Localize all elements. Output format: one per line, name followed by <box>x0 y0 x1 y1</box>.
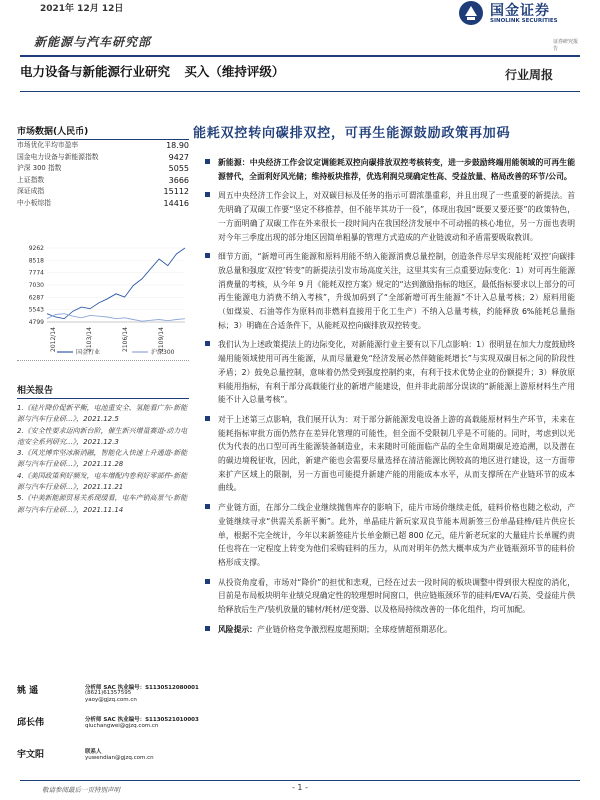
rating: 买入（维持评级） <box>184 64 285 79</box>
market-row <box>17 163 189 175</box>
paragraph-text: 周五中央经济工作会议上，对双碳目标及任务的指示可谓浓墨重彩，并且出现了一些重要的新提法。首先明确了双碳工作要“坚定不移推荐，但不能毕其功于一役”，体现出我国“既要又要还要”的政策特色，一方面明确了双碳工作在外来很长一段时间内在我国经济发展中不可动摇的核心地位，另一方面也表明对今年三季度出现的部分地区因简单粗暴的管理方式造成的产业链波动和矛盾需要吸取教训。 <box>218 191 575 242</box>
paragraph-text: 细节方面，“新增可再生能源和原料用能不纳入能源消费总量控制，创造条件尽早实现能耗‘双控’向碳排放总量和强度‘双控’转变”的新提法引发市场高度关注，这里其实有三点重要边际变化：1）对可再生能源消费量的考核，从今年 9 月《能耗双控方案》规定的“达到激励指标的地区，最低指标要求以上部分的可再生能源电力消费不纳入考核”，升级加码到了“全部新增可再生能源”不计入总量考核；2）原料用能（如煤炭、石油等作为原料而非燃料直接用于化工生产）不纳入总量考核，约能释放 6%能耗总量指标；3）明确在合适条件下，从能耗双控向碳排放双控转变。 <box>218 252 576 330</box>
market-data-panel <box>17 124 189 209</box>
related-heading: 相关报告 <box>17 383 189 399</box>
market-row <box>17 152 189 164</box>
market-row <box>17 175 189 187</box>
legend-label: 国金行业 <box>76 349 101 356</box>
page-number: - 1 - <box>292 783 308 792</box>
series-line-1 <box>47 314 185 322</box>
market-value: 15112 <box>163 187 189 196</box>
analyst-name: 邱长伟 <box>17 718 45 728</box>
related-report-item: 5.《中美新能源贸易关系现缓看，电车产销高景气-新能源与汽车行业研...》，2021.11.14 <box>17 494 188 514</box>
paragraph-text: 对于上述第三点影响，我们展开认为：对于部分新能源发电设备上游的高载能原材料生产环节，未来在能耗指标审批方面仍然存在差异化管理的可能性，但全面不受限制几乎是不可能的。同时，考虑到以光伏为代表的出口型可再生能源装备制造业，未来随时可能面临产品的全生命周期碳足迹追溯，以及潜在的碳边境税征收，因此，新建产能也会需要尽量选择在清洁能源比例较高的地区进行建设，这一方面带来扩产区域上的限制，另一方面也可能提升新建产能的用能成本水平，从而支撑所在产业链环节的成本曲线。 <box>218 414 575 493</box>
logo-en-text: SINOLINK SECURITIES <box>490 18 558 24</box>
analyst-name: 姚 遥 <box>17 686 39 696</box>
bullet-icon <box>205 192 210 197</box>
header-divider <box>20 55 580 57</box>
series-line-0 <box>47 248 185 319</box>
market-value: 5055 <box>168 164 189 173</box>
y-tick-label: 7774 <box>28 269 44 277</box>
paragraph <box>205 413 575 495</box>
market-row <box>17 140 189 152</box>
report-title: 能耗双控转向碳排双控，可再生能源鼓励政策再加码 <box>193 126 511 141</box>
paragraph <box>205 250 575 332</box>
related-report-item: 3.《风光博弈坚冰渐消融，智能化入快速上升通道-新能源与汽车行业研...》，2021.11.28 <box>17 449 188 469</box>
y-tick-label: 7030 <box>28 282 44 289</box>
related-reports <box>17 383 189 516</box>
paragraph <box>205 576 575 617</box>
related-report-item: 2.《安全性要求迈向新台阶，催生新兴增量赛道-动力电池安全系列研究...》，2021.12.3 <box>17 426 188 446</box>
analyst-row <box>17 715 227 733</box>
index-chart <box>17 240 189 360</box>
analyst-email: qiuchangwei@gjzq.com.cn <box>85 723 159 729</box>
market-label: 沪深 300 指数 <box>17 164 62 172</box>
market-value: 3666 <box>168 175 189 185</box>
analyst-name: 宇文阳 <box>17 750 45 760</box>
report-body <box>205 156 575 643</box>
market-label: 中小板综指 <box>17 198 51 207</box>
related-list <box>17 403 189 516</box>
market-data-rows <box>17 140 189 209</box>
market-value: 14416 <box>163 198 189 208</box>
paragraph-lead: 风险提示： <box>218 624 257 634</box>
paragraph <box>205 189 575 244</box>
market-row <box>17 186 189 198</box>
market-label: 深证成指 <box>17 187 45 195</box>
department-name: 新能源与汽车研究部 <box>34 35 152 49</box>
market-data-heading: 市场数据(人民币) <box>17 124 189 140</box>
analyst-email: yaoy@gjzq.com.cn <box>85 697 137 703</box>
bullet-icon <box>205 159 210 164</box>
paragraph <box>205 338 575 407</box>
company-logo <box>458 0 579 52</box>
analyst-row <box>17 747 227 765</box>
footer-divider <box>20 780 580 781</box>
market-label: 市场优化平均市盈率 <box>17 141 79 149</box>
bullet-icon <box>205 416 210 421</box>
analyst-cert: 分析师 SAC 执业编号：S1130512080001 <box>85 685 199 691</box>
analyst-list <box>17 683 227 779</box>
y-tick-label: 6287 <box>28 294 44 302</box>
paragraph-text: 产业链方面，在部分二线企业继续抛售库存的影响下，硅片市场价继续走低，硅料价格也随之松动，产业链继续寻求“供需关系新平衡”。此外，单晶硅片新玩家双良节能本周新签三份单晶硅棒/硅片供应长单，根据不完全统计，今年以来新签硅片长单金额已超 800 亿元，硅片新老玩家的大量硅片长单履约责任也将在一定程度上转变为他们采购硅料的压力，从而对明年仍然大概率成为产业链瓶颈环节的硅料价格形成支撑。 <box>218 503 575 567</box>
paragraph <box>205 156 575 183</box>
industry-title-row <box>20 62 294 80</box>
paragraph <box>205 623 575 637</box>
market-label: 国金电力设备与新能源指数 <box>17 152 99 161</box>
x-tick-label: 2103/14 <box>86 327 93 352</box>
related-report-item: 1.《硅片降价促新平衡，电池重安全、氢能看广东-新能源与汽车行业研...》，2021.12.5 <box>17 404 188 424</box>
y-tick-label: 8518 <box>28 257 44 265</box>
market-value: 9427 <box>168 152 189 162</box>
industry-name: 电力设备与新能源行业研究 <box>20 64 171 79</box>
bullet-icon <box>205 626 210 631</box>
x-tick-label: 2106/14 <box>122 327 129 352</box>
analyst-phone: (8621)61357595 <box>85 690 132 696</box>
y-tick-label: 5543 <box>28 306 44 314</box>
related-report-item: 4.《美国政策利好频发，电车增配内卷利好零部件-新能源与汽车行业研...》，2021.11.21 <box>17 471 188 492</box>
analyst-cert: 联系人 <box>85 749 102 755</box>
market-label: 上证指数 <box>17 175 45 184</box>
bullet-icon <box>205 253 210 258</box>
x-tick-label: 2109/14 <box>158 327 165 352</box>
logo-mark-icon <box>458 0 484 26</box>
bullet-icon <box>205 341 210 346</box>
footer-disclaimer: 敬请参阅最后一页特别声明 <box>42 786 120 794</box>
analyst-email: yuwendian@gjzq.com.cn <box>85 755 154 761</box>
legend-label: 沪深300 <box>151 349 175 356</box>
x-tick-label: 2012/14 <box>50 327 57 352</box>
bullet-icon <box>205 579 210 584</box>
paragraph-lead: 新能源：中央经济工作会议定调能耗双控向碳排放双控考核转变，进一步鼓励终端用能领域的可再生能源替代，全面利好风光储；维持板块推荐，优选利润兑现确定性高、受益放量、格局改善的环节/公司。 <box>218 158 575 181</box>
title-divider <box>20 91 580 92</box>
logo-cn-text: 国金证券 <box>490 3 550 19</box>
report-type: 行业周报 <box>505 68 554 82</box>
paragraph-text: 从投资角度看，市场对“降价”的担忧和悲观，已经在过去一段时间的板块调整中得到很大程度的消化，目前是布局板块明年业绩兑现确定性的较理想时间窗口，供应链瓶颈环节的硅料/EVA/石英、受益硅片供给释放后生产/装机放量的辅材/耗材/逆变器、以及格局持续改善的一体化组件，均可加配。 <box>218 577 575 615</box>
y-tick-label: 4799 <box>28 319 44 326</box>
paragraph <box>205 501 575 570</box>
logo-subtitle: 证券研究报告 <box>553 39 579 52</box>
paragraph-text: 产业链价格竞争激烈程度超预期；全球疫情超预期恶化。 <box>256 624 452 634</box>
paragraph-text: 我们认为上述政策提法上的边际变化，对新能源行业主要有以下几点影响：1）很明显在加大力度鼓励终端用能领域使用可再生能源，从而尽量避免“经济发展必然伴随能耗增长”与实现双碳目标之间的阶段性矛盾；2）鼓免总量控制，意味着仍然受到强度控制约束，有利于技术优势企业的份额提升；3）释放原料能用指标，有利于部分高载能行业的新增产能建设，但并非此前部分误读的“新能源上游原材料生产用能不计入总量考核”。 <box>218 340 575 405</box>
analyst-row <box>17 683 227 701</box>
market-value: 18.90 <box>166 141 189 150</box>
y-tick-label: 9262 <box>28 245 44 252</box>
bullet-icon <box>205 504 210 509</box>
report-date: 2021年 12月 12日 <box>40 4 124 14</box>
chart-divider <box>17 360 189 361</box>
market-row <box>17 198 189 210</box>
analyst-cert: 分析师 SAC 执业编号：S1130521010003 <box>85 717 199 723</box>
